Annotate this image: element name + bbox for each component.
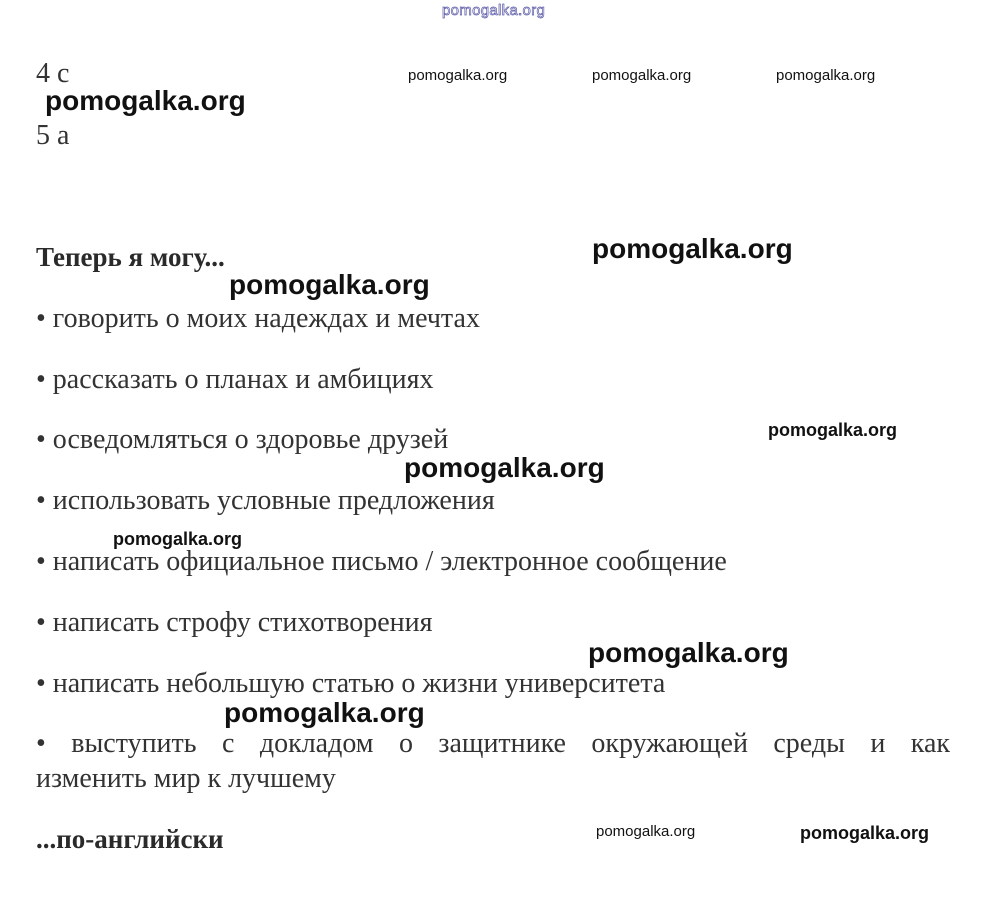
list-item: • использовать условные предложения [36, 485, 495, 516]
list-item: • выступить с докладом о защитнике окружающей среды и как [36, 728, 950, 759]
list-item: • говорить о моих надеждах и мечтах [36, 303, 480, 334]
answer-5: 5 a [36, 120, 70, 151]
list-item-continuation: изменить мир к лучшему [36, 763, 336, 794]
list-item: • рассказать о планах и амбициях [36, 364, 434, 395]
watermark: pomogalka.org [768, 420, 898, 440]
list-item: • написать строфу стихотворения [36, 607, 433, 638]
watermark: pomogalka.org [596, 823, 696, 840]
watermark: pomogalka.org [588, 637, 789, 668]
watermark: pomogalka.org [592, 67, 692, 84]
watermark: pomogalka.org [404, 452, 605, 483]
watermark: pomogalka.org [113, 529, 243, 549]
watermark: pomogalka.org [776, 67, 876, 84]
section-heading: Теперь я могу... [36, 242, 225, 272]
watermark: pomogalka.org [224, 697, 425, 728]
list-item: • осведомляться о здоровье друзей [36, 424, 449, 455]
watermark: pomogalka.org [229, 269, 430, 300]
watermark: pomogalka.org [800, 823, 930, 843]
watermark: pomogalka.org [45, 85, 246, 116]
header-watermark: pomogalka.org [442, 2, 546, 19]
footer-heading: ...по-английски [36, 824, 224, 854]
answer-4: 4 c [36, 58, 70, 89]
list-item: • написать небольшую статью о жизни университета [36, 668, 666, 699]
watermark: pomogalka.org [408, 67, 508, 84]
list-item: • написать официальное письмо / электронное сообщение [36, 546, 727, 577]
watermark: pomogalka.org [592, 233, 793, 264]
